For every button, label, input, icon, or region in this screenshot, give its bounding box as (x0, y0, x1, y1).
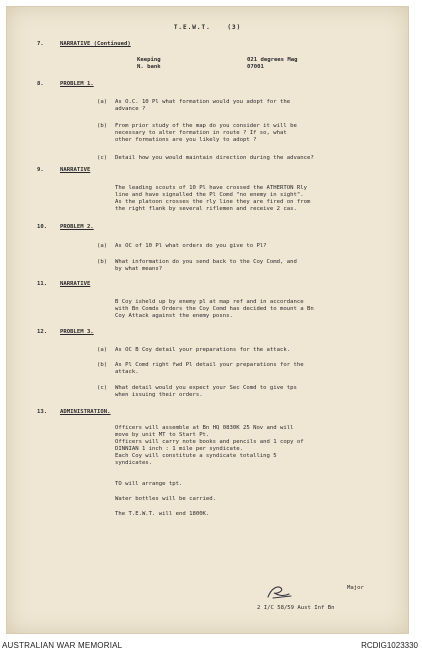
administration-paragraph: Officers will assemble at Bn HQ 0830K 25 Nov and will move by unit MT to Start Pt. Officers will carry note books and pencils and 1 copy of DINNIAN 1 inch : 1 mile per syndicate. Each Coy will constitute a syndicate totalling 5 syndicates. (115, 425, 304, 466)
section-13-number: 13. (37, 409, 48, 415)
handwritten-signature (265, 583, 295, 601)
question-label: (a) (97, 347, 108, 353)
section-7-number: 7. (37, 41, 44, 47)
archive-reference: RCDIG1023330 (361, 641, 418, 650)
document-title: T.E.W.T. (173, 24, 211, 31)
question-label: (b) (97, 123, 108, 129)
page-number: (3) (227, 24, 242, 31)
section-8-number: 8. (37, 81, 44, 87)
administration-paragraph: The T.E.W.T. will end 1800K. (115, 511, 210, 517)
question-label: (c) (97, 385, 108, 391)
administration-paragraph: TO will arrange tpt. (115, 481, 183, 487)
section-9-heading: NARRATIVE (60, 167, 91, 173)
signature-unit: 2 I/C 58/59 Aust Inf Bn (257, 605, 335, 611)
question-label: (b) (97, 362, 108, 368)
section-11-narrative: B Coy isheld up by enemy pl at map ref and in accordance with Bn Comds Orders the Coy Comd has decided to mount a Bn Coy Attack against the enemy posns. (115, 299, 314, 319)
section-9-number: 9. (37, 167, 44, 173)
question-label: (a) (97, 99, 108, 105)
question-text: As Pl Comd right fwd Pl detail your preparations for the attack. (115, 362, 304, 375)
section-10-heading: PROBLEM 2. (60, 224, 94, 230)
document-header (7, 24, 408, 31)
section-12-heading: PROBLEM 3. (60, 329, 94, 335)
archive-name: AUSTRALIAN WAR MEMORIAL (2, 641, 123, 650)
section-7-bearing-text: 021 degrees Mag 07001 (247, 57, 298, 70)
question-text: As OC of 10 Pl what orders do you give to Pl? (115, 243, 267, 249)
question-label: (c) (97, 155, 108, 161)
question-text: As O.C. 10 Pl what formation would you adopt for the advance ? (115, 99, 291, 112)
section-13-heading: ADMINISTRATION. (60, 409, 111, 415)
administration-paragraph: Water bottles will be carried. (115, 496, 217, 502)
section-10-number: 10. (37, 224, 48, 230)
question-text: What information do you send back to the Coy Comd, and by what means? (115, 259, 297, 272)
section-12-number: 12. (37, 329, 48, 335)
archive-footer (0, 637, 422, 654)
question-text: Detail how you would maintain direction during the advance? (115, 155, 314, 161)
document-sheet (6, 6, 409, 634)
section-9-narrative: The leading scouts of 10 Pl have crossed the ATHERTON Rly line and have signalled the Pl Comd "no enemy in sight". As the platoon crosses the rly line they are fired on from the right flank by several riflemen and receive 2 cas. (115, 185, 311, 212)
question-text: As OC B Coy detail your preparations for the attack. (115, 347, 291, 353)
question-text: What detail would you expect your Sec Comd to give tps when issuing their orders. (115, 385, 297, 398)
section-7-direction-text: Keeping N. bank (137, 57, 161, 70)
question-label: (b) (97, 259, 108, 265)
signature-rank: Major (347, 585, 364, 591)
question-label: (a) (97, 243, 108, 249)
section-7-heading: NARRATIVE (Continued) (60, 41, 131, 47)
section-8-heading: PROBLEM 1. (60, 81, 94, 87)
question-text: From prior study of the map do you consider it will be necessary to alter formation in route ? If so, what other formations are you likely to adopt ? (115, 123, 297, 143)
section-11-number: 11. (37, 281, 48, 287)
section-11-heading: NARRATIVE (60, 281, 91, 287)
